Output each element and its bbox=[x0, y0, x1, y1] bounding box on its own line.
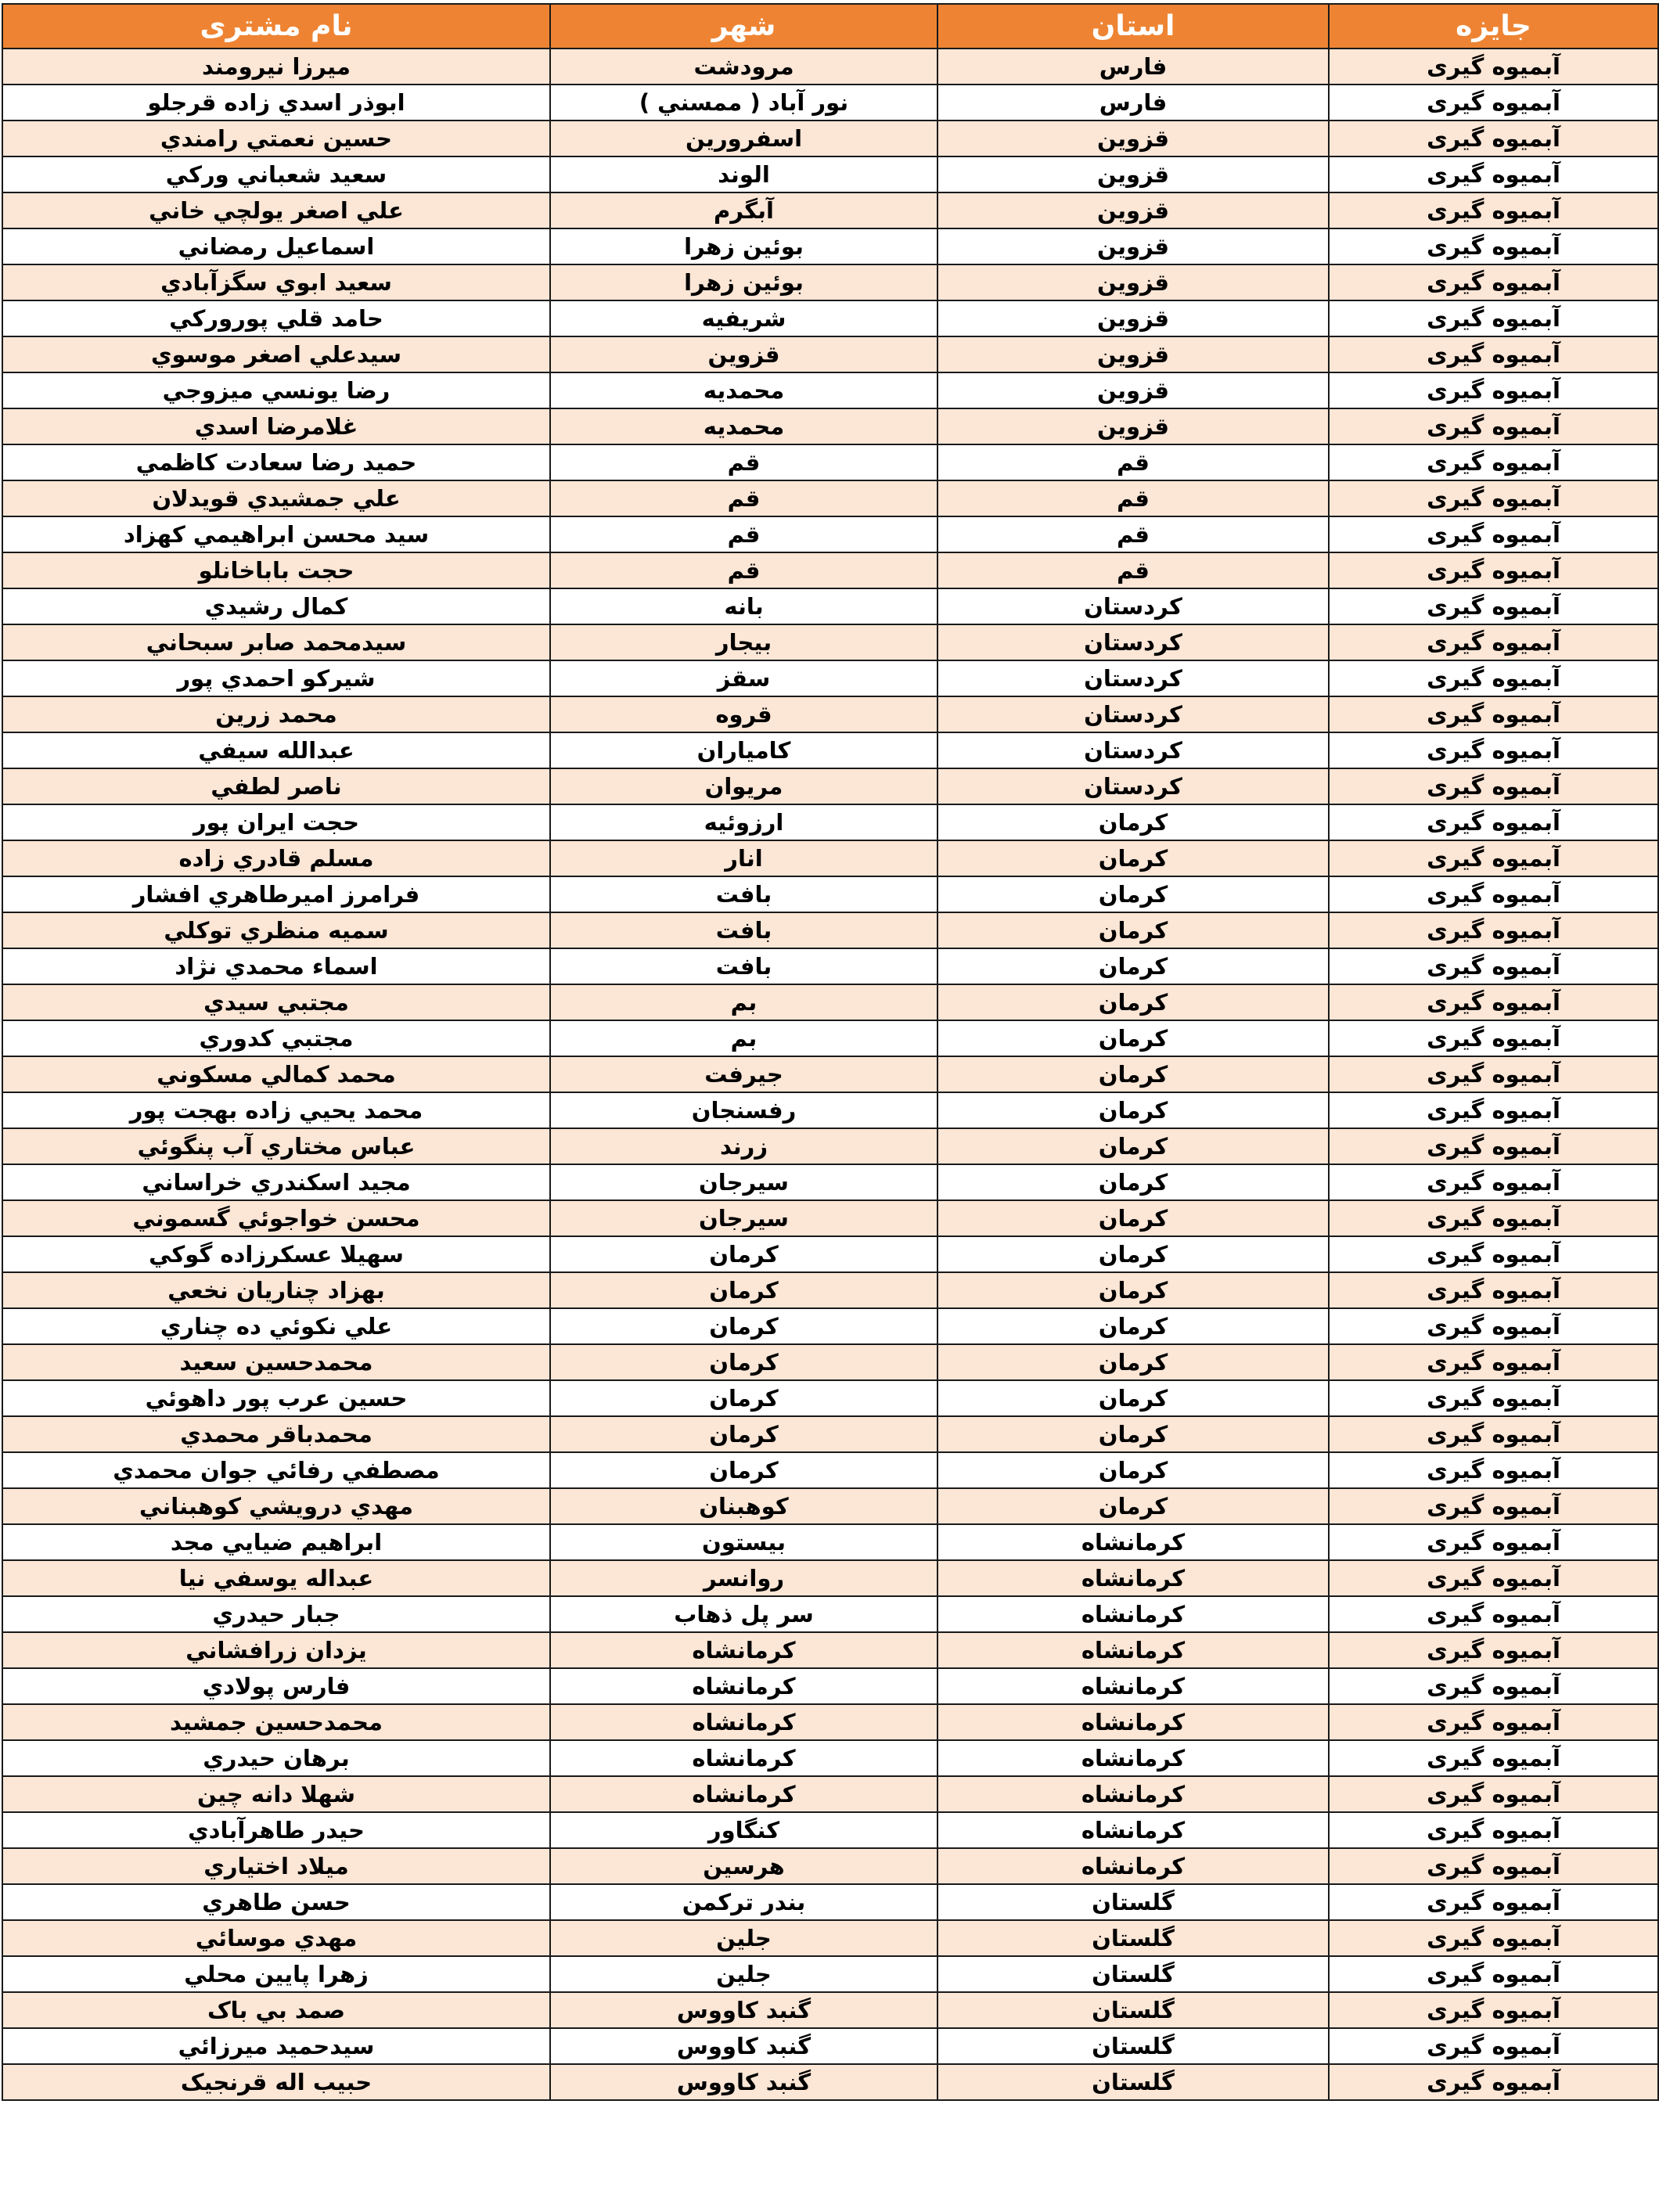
cell-city: كرمان bbox=[550, 1236, 937, 1272]
cell-customer-name: سيدعلي اصغر موسوي bbox=[2, 336, 550, 372]
cell-province: كرمان bbox=[937, 804, 1329, 840]
cell-city: سيرجان bbox=[550, 1200, 937, 1236]
table-row bbox=[2, 1308, 1658, 1344]
table-row bbox=[2, 1524, 1658, 1560]
cell-province: كرمان bbox=[937, 1020, 1329, 1056]
cell-province: كرمان bbox=[937, 1128, 1329, 1164]
cell-customer-name: بهزاد چناريان نخعي bbox=[2, 1272, 550, 1308]
cell-customer-name: شهلا دانه چين bbox=[2, 1776, 550, 1812]
cell-city: نور آباد ( ممسني ) bbox=[550, 85, 937, 120]
header-customer-name: نام مشتری bbox=[2, 4, 550, 49]
cell-province: كردستان bbox=[937, 696, 1329, 732]
cell-city: زرند bbox=[550, 1128, 937, 1164]
cell-customer-name: عبدالله سيفي bbox=[2, 732, 550, 768]
table-row bbox=[2, 192, 1658, 228]
cell-province: قم bbox=[937, 480, 1329, 516]
cell-prize: آبمیوه گیری bbox=[1329, 1524, 1658, 1560]
cell-province: فارس bbox=[937, 49, 1329, 85]
cell-city: قم bbox=[550, 480, 937, 516]
cell-prize: آبمیوه گیری bbox=[1329, 516, 1658, 552]
table-row bbox=[2, 300, 1658, 336]
cell-city: بم bbox=[550, 1020, 937, 1056]
table-row bbox=[2, 1560, 1658, 1596]
cell-province: كرمانشاه bbox=[937, 1668, 1329, 1704]
cell-customer-name: صمد بي باک bbox=[2, 1992, 550, 2028]
cell-province: كرمانشاه bbox=[937, 1740, 1329, 1776]
cell-customer-name: رضا يونسي ميزوجي bbox=[2, 372, 550, 408]
cell-prize: آبمیوه گیری bbox=[1329, 1020, 1658, 1056]
cell-province: قزوين bbox=[937, 372, 1329, 408]
cell-province: كرمان bbox=[937, 948, 1329, 984]
cell-prize: آبمیوه گیری bbox=[1329, 1668, 1658, 1704]
cell-province: كردستان bbox=[937, 588, 1329, 624]
cell-prize: آبمیوه گیری bbox=[1329, 1452, 1658, 1488]
table-row bbox=[2, 1704, 1658, 1740]
cell-prize: آبمیوه گیری bbox=[1329, 372, 1658, 408]
table-row bbox=[2, 264, 1658, 300]
cell-customer-name: سيدمحمد صابر سبحاني bbox=[2, 624, 550, 660]
cell-customer-name: ابراهيم ضيايي مجد bbox=[2, 1524, 550, 1560]
cell-customer-name: شيركو احمدي پور bbox=[2, 660, 550, 696]
cell-customer-name: سعيد ابوي سگزآبادي bbox=[2, 264, 550, 300]
cell-province: كردستان bbox=[937, 768, 1329, 804]
table-row bbox=[2, 2064, 1658, 2100]
cell-province: كرمانشاه bbox=[937, 1704, 1329, 1740]
cell-customer-name: علي نكوئي ده چناري bbox=[2, 1308, 550, 1344]
cell-customer-name: مجتبي سيدي bbox=[2, 984, 550, 1020]
cell-city: گنبد كاووس bbox=[550, 1992, 937, 2028]
table-row bbox=[2, 1740, 1658, 1776]
header-row bbox=[2, 4, 1658, 49]
cell-prize: آبمیوه گیری bbox=[1329, 840, 1658, 876]
cell-province: كرمان bbox=[937, 1056, 1329, 1092]
cell-prize: آبمیوه گیری bbox=[1329, 1272, 1658, 1308]
cell-prize: آبمیوه گیری bbox=[1329, 228, 1658, 264]
cell-city: گنبد كاووس bbox=[550, 2064, 937, 2100]
cell-prize: آبمیوه گیری bbox=[1329, 1740, 1658, 1776]
cell-city: مريوان bbox=[550, 768, 937, 804]
cell-prize: آبمیوه گیری bbox=[1329, 2028, 1658, 2064]
cell-province: گلستان bbox=[937, 1992, 1329, 2028]
cell-customer-name: محمد زرين bbox=[2, 696, 550, 732]
table-row bbox=[2, 1236, 1658, 1272]
cell-province: كردستان bbox=[937, 660, 1329, 696]
cell-customer-name: كمال رشيدي bbox=[2, 588, 550, 624]
cell-customer-name: سعيد شعباني وركي bbox=[2, 156, 550, 192]
cell-prize: آبمیوه گیری bbox=[1329, 1236, 1658, 1272]
cell-prize: آبمیوه گیری bbox=[1329, 660, 1658, 696]
cell-city: الوند bbox=[550, 156, 937, 192]
table-row bbox=[2, 984, 1658, 1020]
cell-province: كرمانشاه bbox=[937, 1596, 1329, 1632]
table-row bbox=[2, 1956, 1658, 1992]
cell-customer-name: فرامرز اميرطاهري افشار bbox=[2, 876, 550, 912]
cell-province: كرمان bbox=[937, 1272, 1329, 1308]
cell-prize: آبمیوه گیری bbox=[1329, 1308, 1658, 1344]
cell-city: كرمانشاه bbox=[550, 1632, 937, 1668]
cell-city: بيجار bbox=[550, 624, 937, 660]
cell-customer-name: علي اصغر يولچي خاني bbox=[2, 192, 550, 228]
cell-province: كرمانشاه bbox=[937, 1632, 1329, 1668]
table-row bbox=[2, 228, 1658, 264]
cell-province: كرمان bbox=[937, 1164, 1329, 1200]
cell-prize: آبمیوه گیری bbox=[1329, 1992, 1658, 2028]
cell-prize: آبمیوه گیری bbox=[1329, 768, 1658, 804]
cell-city: بندر تركمن bbox=[550, 1884, 937, 1920]
cell-prize: آبمیوه گیری bbox=[1329, 444, 1658, 480]
cell-province: قزوين bbox=[937, 408, 1329, 444]
cell-city: بم bbox=[550, 984, 937, 1020]
cell-prize: آبمیوه گیری bbox=[1329, 876, 1658, 912]
cell-prize: آبمیوه گیری bbox=[1329, 408, 1658, 444]
cell-customer-name: اسماء محمدي نژاد bbox=[2, 948, 550, 984]
header-province: استان bbox=[937, 4, 1329, 49]
cell-province: قزوين bbox=[937, 156, 1329, 192]
cell-prize: آبمیوه گیری bbox=[1329, 1164, 1658, 1200]
table-row bbox=[2, 85, 1658, 120]
cell-prize: آبمیوه گیری bbox=[1329, 1200, 1658, 1236]
table-row bbox=[2, 1020, 1658, 1056]
cell-prize: آبمیوه گیری bbox=[1329, 912, 1658, 948]
cell-customer-name: يزدان زرافشاني bbox=[2, 1632, 550, 1668]
table-row bbox=[2, 1776, 1658, 1812]
cell-city: كرمانشاه bbox=[550, 1704, 937, 1740]
cell-prize: آبمیوه گیری bbox=[1329, 1812, 1658, 1848]
cell-province: كرمانشاه bbox=[937, 1524, 1329, 1560]
table-row bbox=[2, 948, 1658, 984]
cell-prize: آبمیوه گیری bbox=[1329, 1056, 1658, 1092]
cell-city: شريفيه bbox=[550, 300, 937, 336]
cell-city: كرمان bbox=[550, 1272, 937, 1308]
cell-province: كرمان bbox=[937, 876, 1329, 912]
cell-province: گلستان bbox=[937, 2028, 1329, 2064]
cell-city: كرمانشاه bbox=[550, 1740, 937, 1776]
table-row bbox=[2, 840, 1658, 876]
cell-customer-name: ابوذر اسدي زاده قرجلو bbox=[2, 85, 550, 120]
cell-customer-name: محمد يحيي زاده بهجت پور bbox=[2, 1092, 550, 1128]
cell-prize: آبمیوه گیری bbox=[1329, 1884, 1658, 1920]
cell-city: بيستون bbox=[550, 1524, 937, 1560]
cell-city: قم bbox=[550, 552, 937, 588]
table-row bbox=[2, 1992, 1658, 2028]
cell-city: قم bbox=[550, 444, 937, 480]
cell-customer-name: سهيلا عسكرزاده گوكي bbox=[2, 1236, 550, 1272]
cell-province: قزوين bbox=[937, 336, 1329, 372]
cell-city: كوهبنان bbox=[550, 1488, 937, 1524]
cell-province: كرمان bbox=[937, 1452, 1329, 1488]
cell-city: سيرجان bbox=[550, 1164, 937, 1200]
winners-table bbox=[2, 3, 1659, 2101]
table-row bbox=[2, 1272, 1658, 1308]
cell-customer-name: مسلم قادري زاده bbox=[2, 840, 550, 876]
cell-customer-name: حميد رضا سعادت کاظمي bbox=[2, 444, 550, 480]
cell-province: قم bbox=[937, 552, 1329, 588]
cell-city: جيرفت bbox=[550, 1056, 937, 1092]
cell-prize: آبمیوه گیری bbox=[1329, 1956, 1658, 1992]
header-prize: جایزه bbox=[1329, 4, 1658, 49]
cell-customer-name: حسين عرب پور داهوئي bbox=[2, 1380, 550, 1416]
cell-prize: آبمیوه گیری bbox=[1329, 120, 1658, 156]
cell-prize: آبمیوه گیری bbox=[1329, 732, 1658, 768]
cell-province: كرمانشاه bbox=[937, 1812, 1329, 1848]
table-row bbox=[2, 552, 1658, 588]
cell-city: بافت bbox=[550, 876, 937, 912]
cell-prize: آبمیوه گیری bbox=[1329, 192, 1658, 228]
cell-city: هرسين bbox=[550, 1848, 937, 1884]
cell-province: كرمان bbox=[937, 1308, 1329, 1344]
cell-city: ارزوئيه bbox=[550, 804, 937, 840]
table-row bbox=[2, 49, 1658, 85]
cell-province: قزوين bbox=[937, 192, 1329, 228]
table-row bbox=[2, 480, 1658, 516]
table-row bbox=[2, 588, 1658, 624]
cell-customer-name: عباس مختاري آب پنگوئي bbox=[2, 1128, 550, 1164]
cell-city: گنبد كاووس bbox=[550, 2028, 937, 2064]
cell-province: كردستان bbox=[937, 624, 1329, 660]
table-row bbox=[2, 876, 1658, 912]
cell-customer-name: ناصر لطفي bbox=[2, 768, 550, 804]
cell-prize: آبمیوه گیری bbox=[1329, 49, 1658, 85]
cell-city: كرمان bbox=[550, 1452, 937, 1488]
cell-province: كرمان bbox=[937, 984, 1329, 1020]
cell-city: كامياران bbox=[550, 732, 937, 768]
cell-prize: آبمیوه گیری bbox=[1329, 1596, 1658, 1632]
cell-prize: آبمیوه گیری bbox=[1329, 588, 1658, 624]
cell-province: كرمان bbox=[937, 1200, 1329, 1236]
table-row bbox=[2, 804, 1658, 840]
cell-prize: آبمیوه گیری bbox=[1329, 264, 1658, 300]
cell-prize: آبمیوه گیری bbox=[1329, 1920, 1658, 1956]
cell-city: بافت bbox=[550, 912, 937, 948]
header-city: شهر bbox=[550, 4, 937, 49]
table-row bbox=[2, 696, 1658, 732]
cell-prize: آبمیوه گیری bbox=[1329, 156, 1658, 192]
cell-prize: آبمیوه گیری bbox=[1329, 1776, 1658, 1812]
cell-customer-name: حبيب اله قرنجيک bbox=[2, 2064, 550, 2100]
cell-city: اسفرورين bbox=[550, 120, 937, 156]
table-row bbox=[2, 516, 1658, 552]
cell-prize: آبمیوه گیری bbox=[1329, 1560, 1658, 1596]
cell-customer-name: حسن طاهري bbox=[2, 1884, 550, 1920]
cell-province: كرمان bbox=[937, 1488, 1329, 1524]
cell-city: جلين bbox=[550, 1920, 937, 1956]
cell-prize: آبمیوه گیری bbox=[1329, 1632, 1658, 1668]
cell-province: كرمان bbox=[937, 1344, 1329, 1380]
cell-customer-name: حامد قلي پورورکي bbox=[2, 300, 550, 336]
cell-province: كرمانشاه bbox=[937, 1776, 1329, 1812]
table-row bbox=[2, 408, 1658, 444]
cell-customer-name: زهرا پايين محلي bbox=[2, 1956, 550, 1992]
cell-customer-name: محمد كمالي مسكوني bbox=[2, 1056, 550, 1092]
table-row bbox=[2, 444, 1658, 480]
table-row bbox=[2, 156, 1658, 192]
cell-province: قزوين bbox=[937, 228, 1329, 264]
table-row bbox=[2, 912, 1658, 948]
cell-city: سقز bbox=[550, 660, 937, 696]
cell-prize: آبمیوه گیری bbox=[1329, 300, 1658, 336]
cell-customer-name: اسماعيل رمضاني bbox=[2, 228, 550, 264]
cell-prize: آبمیوه گیری bbox=[1329, 1848, 1658, 1884]
cell-province: كرمان bbox=[937, 1236, 1329, 1272]
table-row bbox=[2, 732, 1658, 768]
cell-customer-name: محمدباقر محمدي bbox=[2, 1416, 550, 1452]
cell-province: كرمان bbox=[937, 1092, 1329, 1128]
cell-customer-name: فارس پولادي bbox=[2, 1668, 550, 1704]
table-row bbox=[2, 1596, 1658, 1632]
cell-city: بافت bbox=[550, 948, 937, 984]
cell-prize: آبمیوه گیری bbox=[1329, 552, 1658, 588]
cell-customer-name: غلامرضا اسدي bbox=[2, 408, 550, 444]
cell-customer-name: حجت ايران پور bbox=[2, 804, 550, 840]
cell-city: كرمانشاه bbox=[550, 1776, 937, 1812]
table-row bbox=[2, 1128, 1658, 1164]
cell-city: سر پل ذهاب bbox=[550, 1596, 937, 1632]
cell-province: قم bbox=[937, 516, 1329, 552]
cell-prize: آبمیوه گیری bbox=[1329, 1128, 1658, 1164]
cell-city: روانسر bbox=[550, 1560, 937, 1596]
cell-province: كرمان bbox=[937, 840, 1329, 876]
cell-prize: آبمیوه گیری bbox=[1329, 696, 1658, 732]
cell-customer-name: مهدي درويشي كوهبناني bbox=[2, 1488, 550, 1524]
cell-city: انار bbox=[550, 840, 937, 876]
cell-city: بوئين زهرا bbox=[550, 228, 937, 264]
cell-customer-name: مصطفي رفائي جوان محمدي bbox=[2, 1452, 550, 1488]
table-row bbox=[2, 1056, 1658, 1092]
table-row bbox=[2, 1632, 1658, 1668]
cell-customer-name: محمدحسين سعيد bbox=[2, 1344, 550, 1380]
cell-city: كرمان bbox=[550, 1416, 937, 1452]
cell-customer-name: سيدحميد ميرزائي bbox=[2, 2028, 550, 2064]
cell-city: كرمان bbox=[550, 1308, 937, 1344]
cell-customer-name: محمدحسين جمشيد bbox=[2, 1704, 550, 1740]
cell-province: قزوين bbox=[937, 264, 1329, 300]
table-row bbox=[2, 1092, 1658, 1128]
table-row bbox=[2, 1488, 1658, 1524]
cell-prize: آبمیوه گیری bbox=[1329, 85, 1658, 120]
cell-province: فارس bbox=[937, 85, 1329, 120]
cell-customer-name: حيدر طاهرآبادي bbox=[2, 1812, 550, 1848]
cell-city: قروه bbox=[550, 696, 937, 732]
cell-city: بوئين زهرا bbox=[550, 264, 937, 300]
cell-city: كرمان bbox=[550, 1344, 937, 1380]
cell-prize: آبمیوه گیری bbox=[1329, 1704, 1658, 1740]
cell-province: گلستان bbox=[937, 1884, 1329, 1920]
table-row bbox=[2, 1344, 1658, 1380]
cell-customer-name: جبار حيدري bbox=[2, 1596, 550, 1632]
cell-customer-name: عبداله يوسفي نيا bbox=[2, 1560, 550, 1596]
cell-prize: آبمیوه گیری bbox=[1329, 336, 1658, 372]
cell-province: كرمانشاه bbox=[937, 1848, 1329, 1884]
cell-province: گلستان bbox=[937, 2064, 1329, 2100]
cell-province: كرمان bbox=[937, 1380, 1329, 1416]
cell-province: گلستان bbox=[937, 1920, 1329, 1956]
cell-city: قزوين bbox=[550, 336, 937, 372]
cell-province: قزوين bbox=[937, 300, 1329, 336]
table-row bbox=[2, 1164, 1658, 1200]
cell-prize: آبمیوه گیری bbox=[1329, 1416, 1658, 1452]
table-row bbox=[2, 1668, 1658, 1704]
cell-prize: آبمیوه گیری bbox=[1329, 1380, 1658, 1416]
cell-city: كرمان bbox=[550, 1380, 937, 1416]
table-row bbox=[2, 1200, 1658, 1236]
cell-prize: آبمیوه گیری bbox=[1329, 624, 1658, 660]
cell-prize: آبمیوه گیری bbox=[1329, 2064, 1658, 2100]
cell-prize: آبمیوه گیری bbox=[1329, 984, 1658, 1020]
cell-province: گلستان bbox=[937, 1956, 1329, 1992]
cell-city: جلين bbox=[550, 1956, 937, 1992]
cell-customer-name: مهدي موسائي bbox=[2, 1920, 550, 1956]
table-row bbox=[2, 1884, 1658, 1920]
cell-customer-name: حجت باباخانلو bbox=[2, 552, 550, 588]
cell-customer-name: سيد محسن ابراهيمي کهزاد bbox=[2, 516, 550, 552]
cell-province: كرمان bbox=[937, 1416, 1329, 1452]
cell-customer-name: سميه منظري توكلي bbox=[2, 912, 550, 948]
cell-province: قم bbox=[937, 444, 1329, 480]
cell-province: كرمان bbox=[937, 912, 1329, 948]
cell-customer-name: ميلاد اختياري bbox=[2, 1848, 550, 1884]
table-row bbox=[2, 1920, 1658, 1956]
cell-customer-name: حسين نعمتي رامندي bbox=[2, 120, 550, 156]
cell-prize: آبمیوه گیری bbox=[1329, 1344, 1658, 1380]
cell-customer-name: ميرزا نيرومند bbox=[2, 49, 550, 85]
cell-prize: آبمیوه گیری bbox=[1329, 1488, 1658, 1524]
cell-city: قم bbox=[550, 516, 937, 552]
table-row bbox=[2, 768, 1658, 804]
table-row bbox=[2, 1380, 1658, 1416]
cell-city: محمديه bbox=[550, 372, 937, 408]
table-row bbox=[2, 120, 1658, 156]
cell-province: كردستان bbox=[937, 732, 1329, 768]
cell-city: رفسنجان bbox=[550, 1092, 937, 1128]
cell-city: محمديه bbox=[550, 408, 937, 444]
cell-prize: آبمیوه گیری bbox=[1329, 804, 1658, 840]
table-row bbox=[2, 660, 1658, 696]
table-row bbox=[2, 1452, 1658, 1488]
cell-customer-name: برهان حيدري bbox=[2, 1740, 550, 1776]
cell-city: كرمانشاه bbox=[550, 1668, 937, 1704]
cell-customer-name: علي جمشيدي قويدلان bbox=[2, 480, 550, 516]
cell-city: آبگرم bbox=[550, 192, 937, 228]
table-row bbox=[2, 1416, 1658, 1452]
cell-province: كرمانشاه bbox=[937, 1560, 1329, 1596]
cell-customer-name: محسن خواجوئي گسموني bbox=[2, 1200, 550, 1236]
table-row bbox=[2, 372, 1658, 408]
table-body bbox=[2, 49, 1658, 2100]
cell-city: مرودشت bbox=[550, 49, 937, 85]
cell-province: قزوين bbox=[937, 120, 1329, 156]
cell-city: كنگاور bbox=[550, 1812, 937, 1848]
table-row bbox=[2, 1848, 1658, 1884]
table-row bbox=[2, 2028, 1658, 2064]
cell-prize: آبمیوه گیری bbox=[1329, 480, 1658, 516]
table-row bbox=[2, 1812, 1658, 1848]
cell-prize: آبمیوه گیری bbox=[1329, 1092, 1658, 1128]
table-row bbox=[2, 624, 1658, 660]
cell-city: بانه bbox=[550, 588, 937, 624]
cell-prize: آبمیوه گیری bbox=[1329, 948, 1658, 984]
table-row bbox=[2, 336, 1658, 372]
cell-customer-name: مجتبي كدوري bbox=[2, 1020, 550, 1056]
cell-customer-name: مجيد اسكندري خراساني bbox=[2, 1164, 550, 1200]
